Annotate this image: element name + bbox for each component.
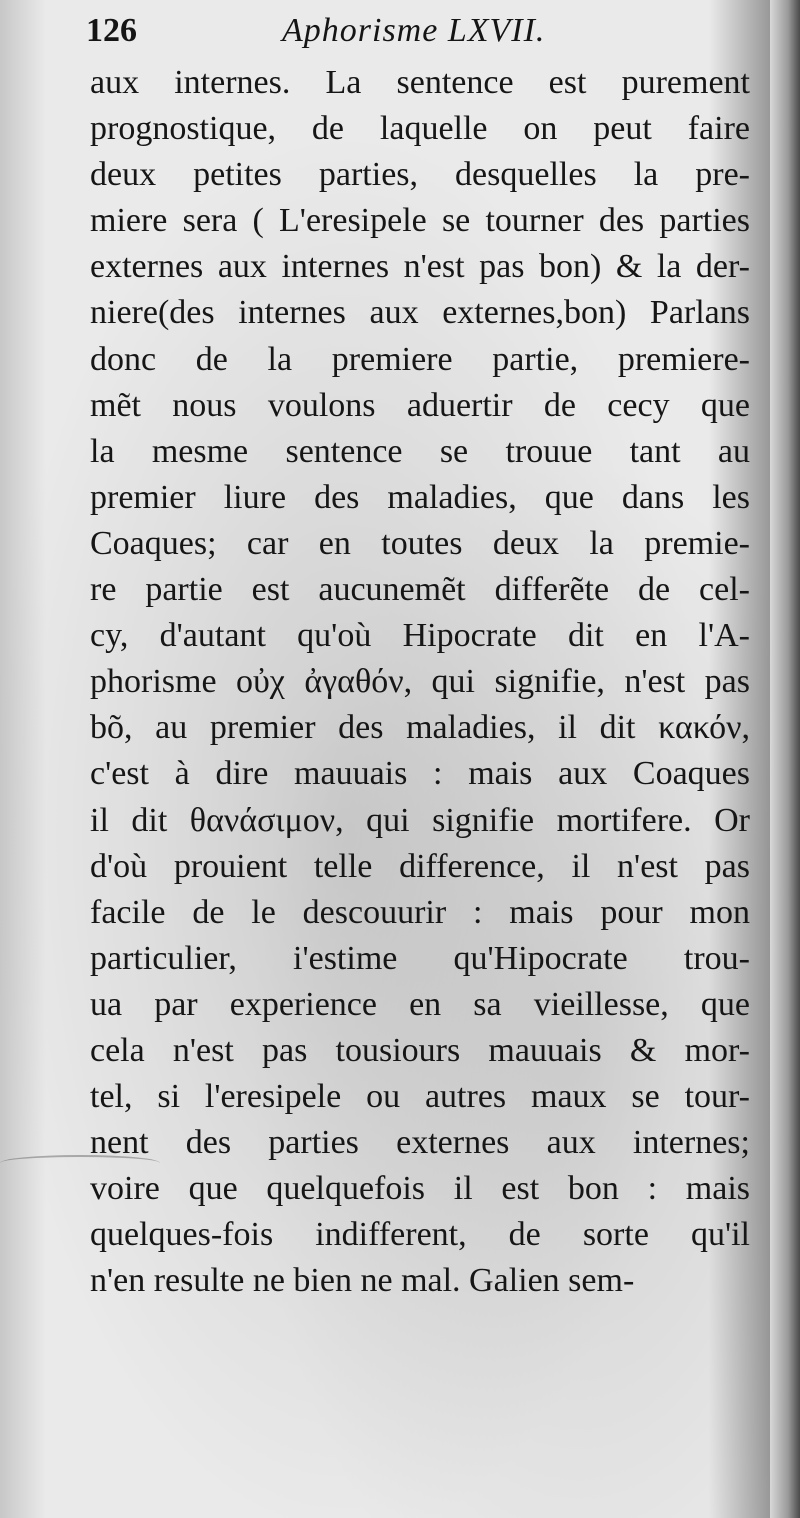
text-line: phorisme οὐχ ἀγαθόν, qui signifie, n'est pas bbox=[90, 663, 750, 701]
text-line: donc de la premiere partie, premiere- bbox=[90, 340, 750, 378]
text-line: ua par experience en sa vieillesse, que bbox=[90, 985, 750, 1023]
page-edge-shadow bbox=[770, 0, 800, 1518]
text-line: facile de le descouurir : mais pour mon bbox=[90, 893, 750, 931]
body-text bbox=[90, 60, 750, 1305]
text-line: il dit θανάσιμον, qui signifie mortifere. Or bbox=[90, 801, 750, 839]
text-line: niere(des internes aux externes,bon) Parlans bbox=[90, 294, 750, 332]
text-line: d'où prouient telle difference, il n'est pas bbox=[90, 847, 750, 885]
running-title: Aphorisme LXVII. bbox=[282, 12, 546, 49]
paper-tear-mark bbox=[0, 1155, 160, 1171]
text-line: n'en resulte ne bien ne mal. Galien sem- bbox=[90, 1262, 635, 1300]
text-line: quelques-fois indifferent, de sorte qu'il bbox=[90, 1216, 750, 1254]
text-line: nent des parties externes aux internes; bbox=[90, 1124, 750, 1162]
page-header bbox=[86, 10, 726, 56]
text-line: miere sera ( L'eresipele se tourner des parties bbox=[90, 202, 750, 240]
text-line: externes aux internes n'est pas bon) & la der- bbox=[90, 248, 750, 286]
text-line: bõ, au premier des maladies, il dit κακόν, bbox=[90, 709, 750, 747]
text-line: prognostique, de laquelle on peut faire bbox=[90, 110, 750, 148]
text-line: cela n'est pas tousiours mauuais & mor- bbox=[90, 1031, 750, 1069]
text-line: deux petites parties, desquelles la pre- bbox=[90, 156, 750, 194]
text-line: c'est à dire mauuais : mais aux Coaques bbox=[90, 755, 750, 793]
text-line: Coaques; car en toutes deux la premie- bbox=[90, 524, 750, 562]
text-line: particulier, i'estime qu'Hipocrate trou- bbox=[90, 939, 750, 977]
text-line: mẽt nous voulons aduertir de cecy que bbox=[90, 386, 750, 424]
text-line: premier liure des maladies, que dans les bbox=[90, 478, 750, 516]
text-line: tel, si l'eresipele ou autres maux se tour- bbox=[90, 1078, 750, 1116]
text-line: re partie est aucunemẽt differẽte de cel- bbox=[90, 571, 750, 609]
text-line: la mesme sentence se trouue tant au bbox=[90, 432, 750, 470]
text-line: aux internes. La sentence est purement bbox=[90, 64, 750, 101]
page-number: 126 bbox=[86, 12, 137, 49]
text-line: voire que quelquefois il est bon : mais bbox=[90, 1170, 750, 1208]
text-line: cy, d'autant qu'où Hipocrate dit en l'A- bbox=[90, 617, 750, 655]
